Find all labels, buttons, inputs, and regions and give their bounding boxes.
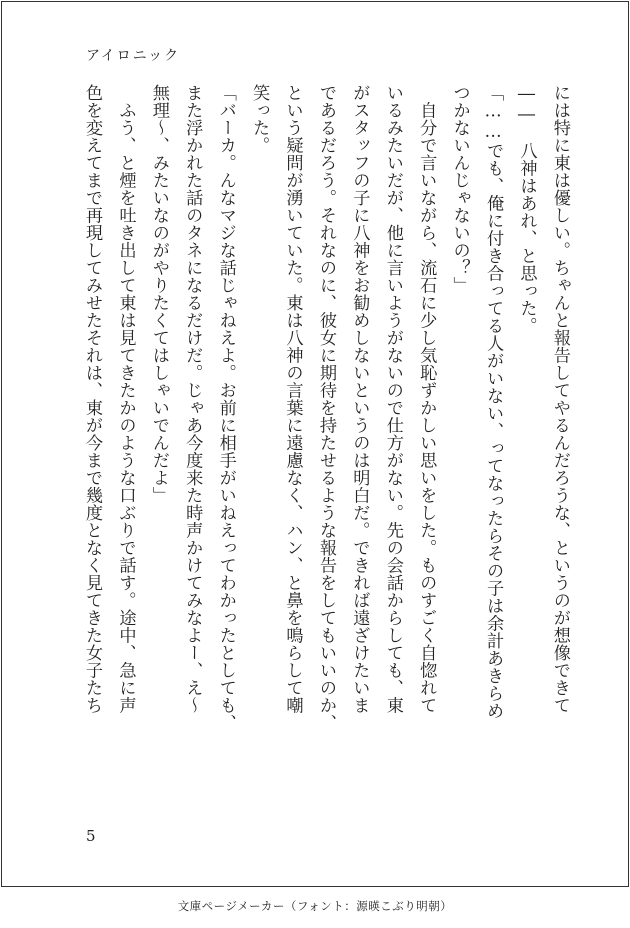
text-column: であるだろう。それなのに、彼女に期待を持たせるような報告をしてもいいのか、 [315, 84, 336, 732]
text-column: 色を変えてまで再現してみせたそれは、東が今まで幾度となく見てきた女子たち [82, 84, 102, 714]
footer-caption: 文庫ページメーカー（フォント：源暎こぶり明朝） [177, 899, 453, 913]
text-column: いるみたいだが、他に言いようがないので仕方がない。先の会話からしても、東 [382, 84, 403, 714]
text-column: という疑問が湧いていた。東は八神の言葉に遠慮なく、ハン、と鼻を鳴らして嘲 [282, 84, 303, 714]
text-column: また浮かれた話のタネになるだけだ。じゃあ今度来た時声かけてみなよー、え～ [182, 84, 203, 714]
page-number: 5 [86, 827, 96, 845]
text-column: 「……でも、俺に付き合ってる人がいない、ってなったらその子は余計あきらめ [483, 84, 504, 720]
text-column: ふう、と煙を吐き出して東は見てきたかのような口ぶりで話す。途中、急に声 [115, 84, 136, 714]
text-column: 自分で言いながら、流石に少し気恥ずかしい思いをした。ものすごく自惚れて [416, 84, 437, 714]
text-column: 「バーカ。んなマジな話じゃねえよ。お前に相手がいねえってわかったとしても、 [215, 84, 236, 732]
text-column: 無理～、みたいなのがやりたくてはしゃいでんだよ」 [148, 84, 169, 504]
text-column: がスタッフの子に八神をお勧めしないというのは明白だ。できれば遠ざけたいま [349, 84, 370, 714]
running-header: アイロニック [86, 48, 181, 64]
text-column: つかないんじゃないの？」 [449, 84, 470, 294]
book-page [1, 1, 629, 887]
text-column: には特に東は優しい。ちゃんと報告してやるんだろうな、というのが想像できて [549, 84, 570, 714]
text-column: ―― 八神はあれ、と思った。 [516, 84, 537, 335]
text-column: 笑った。 [249, 84, 270, 154]
vertical-body-text [80, 84, 572, 812]
